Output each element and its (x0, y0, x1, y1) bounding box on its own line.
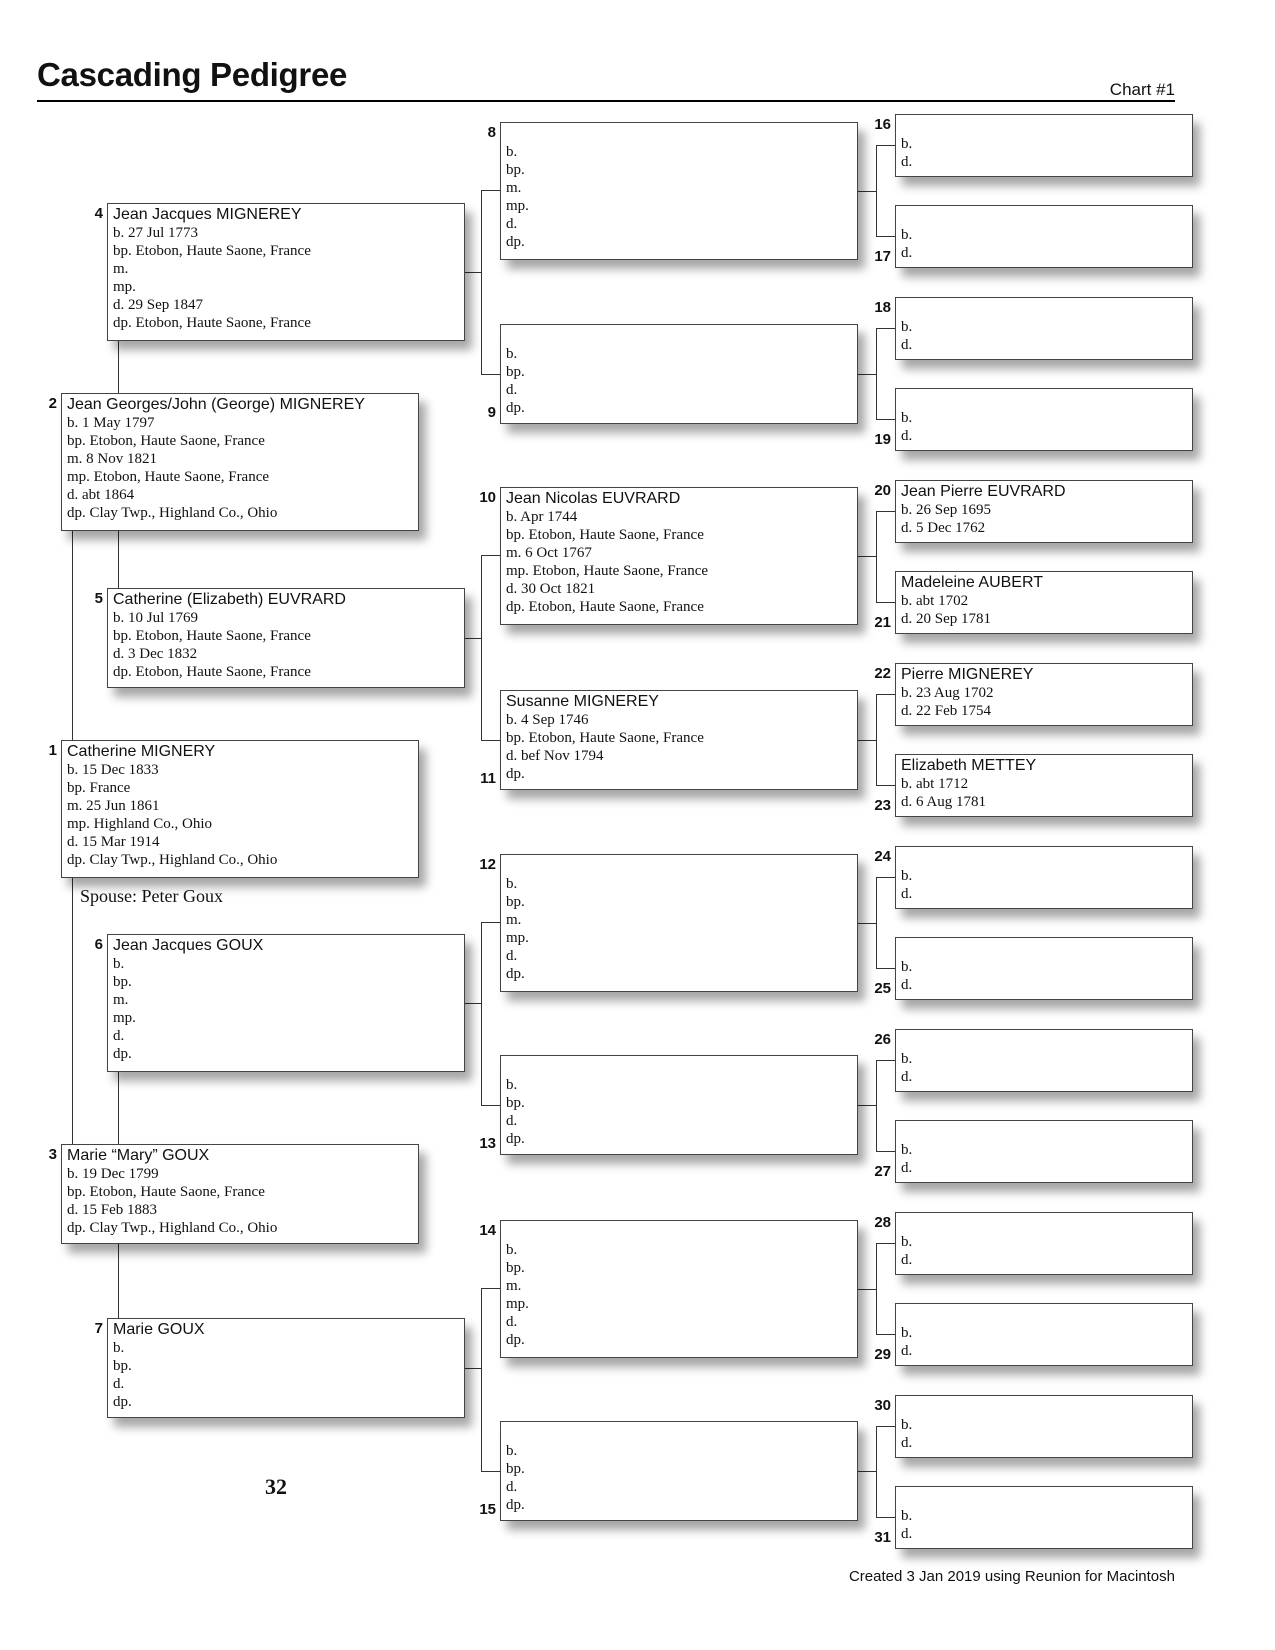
person-detail-line: d. abt 1864 (67, 487, 135, 503)
person-box-4[interactable] (107, 203, 465, 341)
person-box-26[interactable] (895, 1029, 1193, 1092)
connector-line (876, 694, 877, 785)
ahnentafel-number: 10 (479, 489, 496, 506)
person-detail-line: d. (901, 337, 913, 353)
person-detail-line: d. (901, 245, 913, 261)
person-detail-line: d. 5 Dec 1762 (901, 520, 986, 536)
ahnentafel-number: 15 (479, 1501, 496, 1518)
person-name (901, 390, 1192, 409)
ahnentafel-number: 12 (479, 856, 496, 873)
connector-line (876, 145, 877, 236)
connector-line (481, 1288, 482, 1471)
connector-line (118, 530, 119, 590)
person-detail-line: m. 8 Nov 1821 (67, 451, 157, 467)
person-detail-line: d. 15 Mar 1914 (67, 834, 160, 850)
ahnentafel-number: 4 (94, 205, 103, 222)
person-detail-line: bp. France (67, 780, 131, 796)
person-detail-line: d. (901, 154, 913, 170)
ahnentafel-number: 1 (48, 742, 57, 759)
person-detail-line: d. (901, 886, 913, 902)
connector-line (481, 374, 500, 375)
connector-line (72, 877, 73, 1145)
person-name (901, 1305, 1192, 1324)
person-detail-line: m. 6 Oct 1767 (506, 545, 592, 561)
person-detail-line: b. (901, 1417, 913, 1433)
connector-line (876, 145, 895, 146)
person-detail-line: b. (901, 1325, 913, 1341)
connector-line (876, 328, 895, 329)
person-name (506, 1057, 857, 1076)
connector-line (118, 1072, 119, 1145)
person-box-23[interactable] (895, 754, 1193, 817)
page-title: Cascading Pedigree (37, 56, 348, 93)
person-detail-line: bp. (113, 974, 132, 990)
person-detail-line: b. (901, 1508, 913, 1524)
person-detail-line: dp. (506, 1332, 525, 1348)
person-name: Jean Nicolas EUVRARD (506, 490, 681, 507)
person-detail-line: m. (506, 912, 522, 928)
person-box-30[interactable] (895, 1395, 1193, 1458)
person-detail-line: d. (901, 1343, 913, 1359)
person-detail-line: m. 25 Jun 1861 (67, 798, 160, 814)
person-box-25[interactable] (895, 937, 1193, 1000)
person-detail-line: b. 23 Aug 1702 (901, 685, 994, 701)
person-detail-line: d. (901, 1160, 913, 1176)
person-detail-line: bp. (506, 894, 525, 910)
person-name: Jean Georges/John (George) MIGNEREY (67, 396, 365, 413)
ahnentafel-number: 21 (874, 614, 891, 631)
connector-line (876, 1060, 895, 1061)
person-detail-line: bp. (506, 1461, 525, 1477)
ahnentafel-number: 28 (874, 1214, 891, 1231)
connector-line (876, 419, 895, 420)
person-detail-line: d. (901, 1526, 913, 1542)
person-detail-line: d. (506, 1113, 518, 1129)
ahnentafel-number: 19 (874, 431, 891, 448)
ahnentafel-number: 6 (94, 936, 103, 953)
connector-line (481, 1105, 500, 1106)
person-detail-line: b. (901, 959, 913, 975)
connector-line (465, 638, 481, 639)
person-detail-line: b. (506, 876, 518, 892)
person-name (901, 116, 1192, 135)
connector-line (876, 1243, 895, 1244)
person-box-15[interactable] (500, 1421, 858, 1521)
person-box-27[interactable] (895, 1120, 1193, 1183)
title-rule (37, 100, 1175, 102)
person-box-17[interactable] (895, 205, 1193, 268)
person-detail-line: d. 29 Sep 1847 (113, 297, 203, 313)
person-detail-line: dp. Clay Twp., Highland Co., Ohio (67, 1220, 278, 1236)
person-name (901, 1397, 1192, 1416)
person-name: Madeleine AUBERT (901, 574, 1043, 591)
person-detail-line: bp. Etobon, Haute Saone, France (506, 527, 704, 543)
person-name: Catherine (Elizabeth) EUVRARD (113, 591, 346, 608)
person-detail-line: bp. Etobon, Haute Saone, France (67, 433, 265, 449)
person-detail-line: bp. (506, 364, 525, 380)
person-detail-line: dp. Etobon, Haute Saone, France (113, 315, 311, 331)
person-box-10[interactable] (500, 487, 858, 625)
person-detail-line: dp. (506, 966, 525, 982)
person-name (901, 1488, 1192, 1507)
person-detail-line: d. 15 Feb 1883 (67, 1202, 157, 1218)
person-detail-line: b. (901, 1051, 913, 1067)
person-detail-line: b. abt 1712 (901, 776, 969, 792)
ahnentafel-number: 17 (874, 248, 891, 265)
person-box-5[interactable] (107, 588, 465, 688)
connector-line (858, 923, 876, 924)
footer-credit: Created 3 Jan 2019 using Reunion for Macintosh (848, 1568, 1175, 1585)
person-box-16[interactable] (895, 114, 1193, 177)
ahnentafel-number: 24 (874, 848, 891, 865)
person-box-28[interactable] (895, 1212, 1193, 1275)
person-detail-line: dp. (506, 1131, 525, 1147)
person-detail-line: b. (506, 1443, 518, 1459)
person-detail-line: b. 27 Jul 1773 (113, 225, 199, 241)
person-box-3[interactable] (61, 1144, 419, 1244)
person-name (506, 326, 857, 345)
connector-line (876, 785, 895, 786)
person-detail-line: mp. (506, 198, 529, 214)
person-detail-line: m. (113, 261, 129, 277)
connector-line (481, 922, 482, 1105)
person-detail-line: b. (901, 1142, 913, 1158)
connector-line (858, 1471, 876, 1472)
person-name (506, 1222, 857, 1241)
person-box-31[interactable] (895, 1486, 1193, 1549)
person-box-13[interactable] (500, 1055, 858, 1155)
connector-line (481, 190, 500, 191)
person-name: Susanne MIGNEREY (506, 693, 659, 710)
person-box-1[interactable] (61, 740, 419, 878)
person-detail-line: b. (113, 1340, 125, 1356)
person-detail-line: dp. (506, 234, 525, 250)
person-detail-line: dp. (113, 1394, 132, 1410)
connector-line (858, 1105, 876, 1106)
connector-line (858, 191, 876, 192)
person-detail-line: bp. Etobon, Haute Saone, France (67, 1184, 265, 1200)
person-detail-line: d. 22 Feb 1754 (901, 703, 991, 719)
person-detail-line: mp. (113, 1010, 136, 1026)
connector-line (876, 877, 877, 968)
person-detail-line: b. (506, 1242, 518, 1258)
person-detail-line: mp. (113, 279, 136, 295)
person-detail-line: mp. (506, 1296, 529, 1312)
ahnentafel-number: 2 (48, 395, 57, 412)
person-box-14[interactable] (500, 1220, 858, 1358)
ahnentafel-number: 7 (94, 1320, 103, 1337)
connector-line (876, 1151, 895, 1152)
person-detail-line: dp. (506, 766, 525, 782)
person-box-12[interactable] (500, 854, 858, 992)
chart-number: Chart #1 (1109, 80, 1175, 99)
person-box-19[interactable] (895, 388, 1193, 451)
connector-line (858, 374, 876, 375)
person-detail-line: b. (901, 319, 913, 335)
person-name: Marie “Mary” GOUX (67, 1147, 210, 1164)
person-name: Jean Pierre EUVRARD (901, 483, 1066, 500)
person-detail-line: b. 19 Dec 1799 (67, 1166, 159, 1182)
person-detail-line: b. (506, 346, 518, 362)
spouse-note: Spouse: Peter Goux (80, 886, 223, 906)
connector-line (876, 1060, 877, 1151)
person-detail-line: b. (901, 410, 913, 426)
person-detail-line: bp. (506, 162, 525, 178)
person-detail-line: bp. (113, 1358, 132, 1374)
person-detail-line: dp. (506, 1497, 525, 1513)
person-detail-line: dp. Etobon, Haute Saone, France (506, 599, 704, 615)
person-detail-line: mp. Etobon, Haute Saone, France (67, 469, 270, 485)
person-detail-line: d. (901, 428, 913, 444)
person-detail-line: d. (901, 977, 913, 993)
person-name (506, 1423, 857, 1442)
connector-line (118, 1243, 119, 1319)
person-name (901, 848, 1192, 867)
person-detail-line: d. 20 Sep 1781 (901, 611, 991, 627)
person-detail-line: d. 6 Aug 1781 (901, 794, 987, 810)
person-detail-line: b. (113, 956, 125, 972)
person-detail-line: bp. Etobon, Haute Saone, France (113, 243, 311, 259)
ahnentafel-number: 11 (480, 770, 496, 787)
ahnentafel-number: 16 (874, 116, 891, 133)
connector-line (72, 530, 73, 741)
person-detail-line: mp. Highland Co., Ohio (67, 816, 212, 832)
person-detail-line: d. (506, 1479, 518, 1495)
connector-line (876, 1426, 895, 1427)
page-number: 32 (265, 1474, 287, 1499)
person-detail-line: d. (901, 1252, 913, 1268)
person-detail-line: dp. (506, 400, 525, 416)
connector-line (481, 555, 482, 740)
ahnentafel-number: 13 (479, 1135, 496, 1152)
person-detail-line: d. (113, 1376, 125, 1392)
person-detail-line: b. 1 May 1797 (67, 415, 155, 431)
ahnentafel-number: 20 (874, 482, 891, 499)
ahnentafel-number: 30 (874, 1397, 891, 1414)
ahnentafel-number: 8 (487, 124, 496, 141)
person-box-22[interactable] (895, 663, 1193, 726)
person-box-8[interactable] (500, 122, 858, 260)
person-name: Catherine MIGNERY (67, 743, 216, 760)
person-detail-line: d. (113, 1028, 125, 1044)
ahnentafel-number: 14 (479, 1222, 496, 1239)
person-detail-line: dp. (113, 1046, 132, 1062)
connector-line (465, 1368, 481, 1369)
connector-line (858, 556, 876, 557)
person-box-6[interactable] (107, 934, 465, 1072)
person-detail-line: d. (901, 1435, 913, 1451)
connector-line (481, 1471, 500, 1472)
person-name: Elizabeth METTEY (901, 757, 1037, 774)
connector-line (465, 1003, 481, 1004)
connector-line (876, 236, 895, 237)
person-detail-line: b. (506, 144, 518, 160)
connector-line (876, 511, 877, 602)
person-detail-line: b. (901, 868, 913, 884)
person-name (901, 299, 1192, 318)
person-detail-line: d. bef Nov 1794 (506, 748, 604, 764)
connector-line (876, 1243, 877, 1334)
person-detail-line: dp. Etobon, Haute Saone, France (113, 664, 311, 680)
ahnentafel-number: 9 (487, 404, 496, 421)
ahnentafel-number: 22 (874, 665, 891, 682)
person-box-18[interactable] (895, 297, 1193, 360)
person-detail-line: dp. Clay Twp., Highland Co., Ohio (67, 505, 278, 521)
person-detail-line: d. (506, 216, 518, 232)
connector-line (876, 328, 877, 419)
person-name (506, 124, 857, 143)
connector-line (876, 602, 895, 603)
connector-line (481, 740, 500, 741)
connector-line (858, 740, 876, 741)
person-detail-line: d. 3 Dec 1832 (113, 646, 198, 662)
person-box-21[interactable] (895, 571, 1193, 634)
ahnentafel-number: 29 (874, 1346, 891, 1363)
person-box-9[interactable] (500, 324, 858, 424)
connector-line (876, 1517, 895, 1518)
person-detail-line: b. 26 Sep 1695 (901, 502, 991, 518)
person-detail-line: b. (901, 136, 913, 152)
connector-line (876, 968, 895, 969)
connector-line (876, 1426, 877, 1517)
person-name: Pierre MIGNEREY (901, 666, 1034, 683)
person-box-20[interactable] (895, 480, 1193, 543)
ahnentafel-number: 3 (48, 1146, 57, 1163)
person-box-11[interactable] (500, 690, 858, 790)
person-detail-line: b. (506, 1077, 518, 1093)
person-detail-line: d. (901, 1069, 913, 1085)
person-detail-line: bp. (506, 1095, 525, 1111)
person-name (901, 1122, 1192, 1141)
person-box-2[interactable] (61, 393, 419, 531)
ahnentafel-number: 26 (874, 1031, 891, 1048)
connector-line (465, 272, 481, 273)
person-box-29[interactable] (895, 1303, 1193, 1366)
person-detail-line: b. abt 1702 (901, 593, 969, 609)
person-detail-line: m. (506, 180, 522, 196)
person-detail-line: mp. Etobon, Haute Saone, France (506, 563, 709, 579)
ahnentafel-number: 5 (94, 590, 103, 607)
ahnentafel-number: 31 (874, 1529, 891, 1546)
ahnentafel-number: 25 (874, 980, 891, 997)
connector-line (876, 1334, 895, 1335)
person-name (901, 1031, 1192, 1050)
ahnentafel-number: 27 (874, 1163, 891, 1180)
connector-line (876, 694, 895, 695)
person-detail-line: b. (901, 1234, 913, 1250)
ahnentafel-number: 18 (874, 299, 891, 316)
connector-line (481, 190, 482, 374)
person-detail-line: d. (506, 948, 518, 964)
connector-line (481, 555, 500, 556)
person-detail-line: d. (506, 382, 518, 398)
person-detail-line: b. 15 Dec 1833 (67, 762, 159, 778)
person-detail-line: mp. (506, 930, 529, 946)
person-name: Jean Jacques GOUX (113, 937, 264, 954)
connector-line (858, 1289, 876, 1290)
person-detail-line: b. Apr 1744 (506, 509, 578, 525)
connector-line (481, 922, 500, 923)
person-detail-line: b. 10 Jul 1769 (113, 610, 199, 626)
person-detail-line: b. (901, 227, 913, 243)
connector-line (876, 511, 895, 512)
person-detail-line: bp. Etobon, Haute Saone, France (113, 628, 311, 644)
person-detail-line: b. 4 Sep 1746 (506, 712, 589, 728)
person-name (901, 207, 1192, 226)
person-box-24[interactable] (895, 846, 1193, 909)
person-name (901, 1214, 1192, 1233)
person-name: Marie GOUX (113, 1321, 205, 1338)
connector-line (118, 340, 119, 394)
person-name: Jean Jacques MIGNEREY (113, 206, 302, 223)
person-detail-line: d. (506, 1314, 518, 1330)
person-box-7[interactable] (107, 1318, 465, 1418)
connector-line (481, 1288, 500, 1289)
ahnentafel-number: 23 (874, 797, 891, 814)
person-detail-line: bp. (506, 1260, 525, 1276)
person-detail-line: bp. Etobon, Haute Saone, France (506, 730, 704, 746)
connector-line (876, 877, 895, 878)
person-detail-line: dp. Clay Twp., Highland Co., Ohio (67, 852, 278, 868)
person-detail-line: d. 30 Oct 1821 (506, 581, 596, 597)
person-name (506, 856, 857, 875)
person-detail-line: m. (506, 1278, 522, 1294)
person-detail-line: m. (113, 992, 129, 1008)
person-name (901, 939, 1192, 958)
